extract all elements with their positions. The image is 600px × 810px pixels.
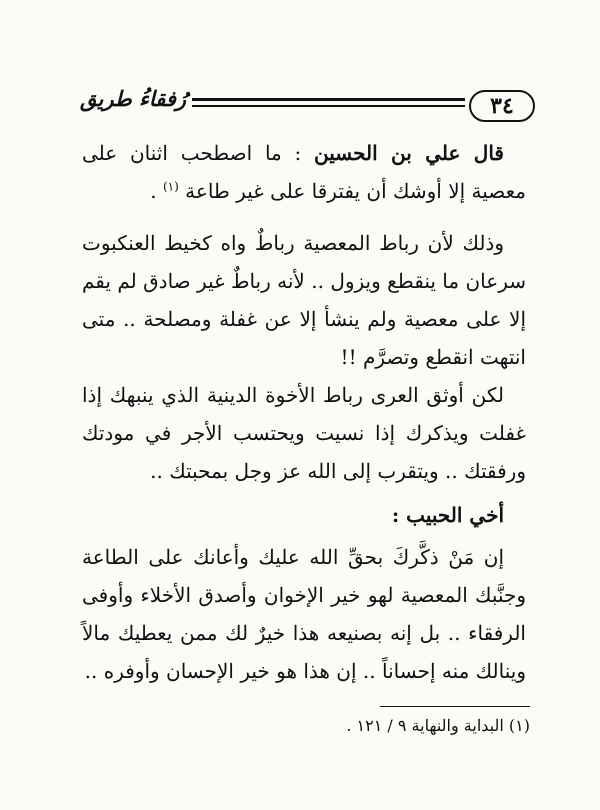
paragraph-1 xyxy=(82,134,526,210)
paragraph-4: إن مَنْ ذكَّركَ بحقِّ الله عليك وأعانك على الطاعة وجنَّبك المعصية لهو خير الإخوان وأصدق الأخلاء وأوفى الرفقاء .. بل إنه بصنيعه هذا خيرٌ لك ممن يعطيك مالاً وينالك منه إحساناً .. إن هذا هو خير الإحسان وأوفره .. xyxy=(82,545,526,683)
footnote-divider xyxy=(380,706,530,707)
quote-text: : ما اصطحب اثنان على معصية إلا أوشك أن يفترقا على غير طاعة xyxy=(82,141,526,203)
speaker-name: قال علي بن الحسين xyxy=(314,141,504,165)
main-text xyxy=(82,134,526,690)
page-header xyxy=(80,86,535,126)
footnote: (١) البداية والنهاية ٩ / ١٢١ . xyxy=(346,716,530,735)
section-heading: أخي الحبيب : xyxy=(391,503,504,527)
header-rule xyxy=(192,98,465,107)
paragraph-3: لكن أوثق العرى رباط الأخوة الدينية الذي ينبهك إذا غفلت ويذكرك إذا نسيت ويحتسب الأجر في مودتك ورفقتك .. ويتقرب إلى الله عز وجل بمحبتك .. xyxy=(82,383,526,483)
page-number: ٣٤ xyxy=(469,90,535,122)
sentence-end: . xyxy=(150,179,157,203)
footnote-ref: (١) xyxy=(162,179,179,194)
running-title: رُفقاءُ طريق xyxy=(80,86,187,111)
paragraph-2: وذلك لأن رباط المعصية رباطٌ واه كخيط العنكبوت سرعان ما ينقطع ويزول .. لأنه رباطٌ غير صادق لم يقم إلا على معصية ولم ينشأ إلا عن غفلة ومصلحة .. متى انتهت انقطع وتصرَّم !! xyxy=(82,231,526,369)
